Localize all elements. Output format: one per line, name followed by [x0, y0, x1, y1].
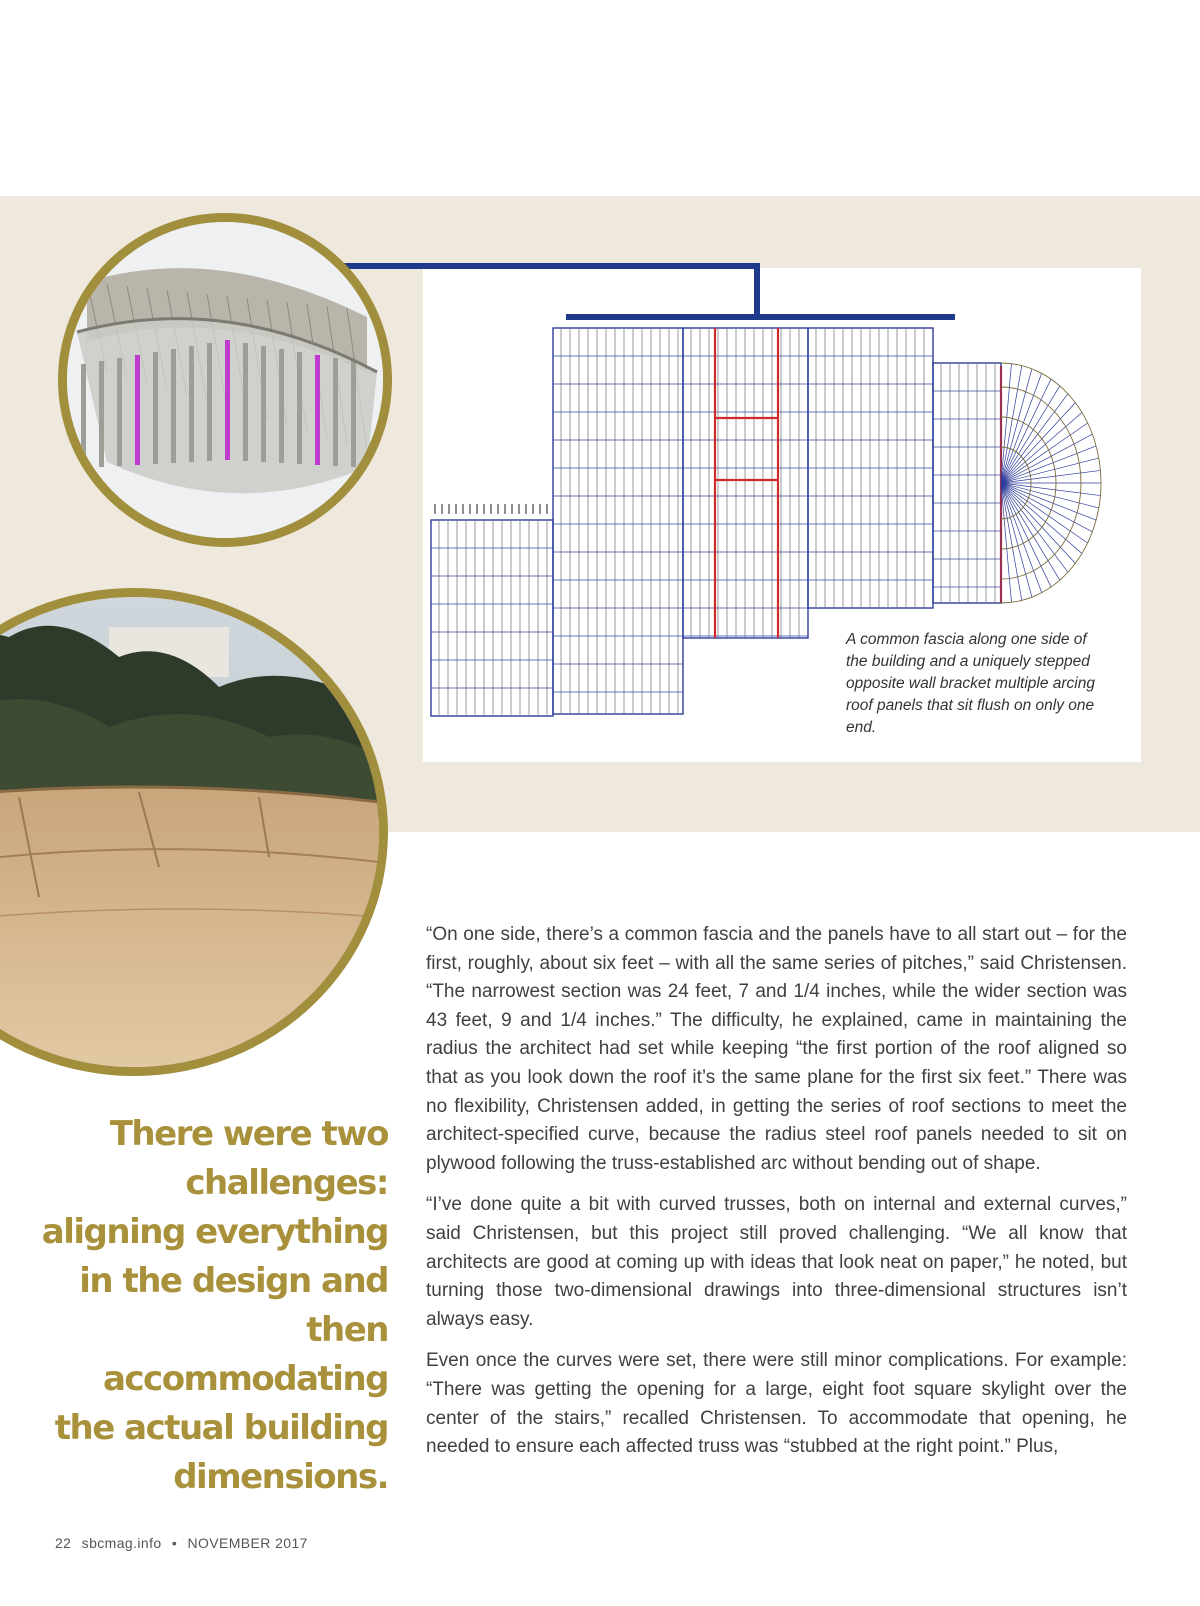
- site-link[interactable]: sbcmag.info: [81, 1535, 162, 1551]
- radial-truss-fan: [1001, 363, 1101, 603]
- article-paragraph: “I’ve done quite a bit with curved trusses, both on internal and external curves,” said Christensen, but this project still proved challenging. “We all know that architects are good at coming up with ideas that look neat on paper,” he noted, but turning those two-dimensional drawings into three-dimensional structures isn’t always easy.: [426, 1194, 1127, 1330]
- pull-quote: There were two challenges: aligning everything in the design and then accommodating the actual building dimensions.: [41, 1114, 388, 1497]
- page-footer: [55, 1535, 314, 1551]
- article-paragraph: Even once the curves were set, there were still minor complications. For example: “There was getting the opening for a large, eight foot square skylight over the center of the stairs,” recalled Christensen. To accommodate that opening, he needed to ensure each affected truss was “stubbed at the right point.” Plus,: [426, 1350, 1127, 1458]
- footer-separator: •: [171, 1535, 178, 1551]
- issue-date: NOVEMBER 2017: [187, 1535, 308, 1551]
- figure-caption: A common fascia along one side of the building and a uniquely stepped opposite wall bracket multiple arcing roof panels that sit flush on only one end.: [846, 631, 1095, 736]
- plywood-roof-illustration: [0, 597, 379, 1067]
- truss-model-photo: [58, 213, 392, 547]
- truss-model-illustration: [67, 222, 383, 538]
- article-paragraph: “On one side, there’s a common fascia and the panels have to all start out – for the first, roughly, about six feet – with all the same series of pitches,” said Christensen. “The narrowest section was 24 feet, 7 and 1/4 inches, while the wider section was 43 feet, 9 and 1/4 inches.” The difficulty, he explained, came in maintaining the radius the architect had set while keeping “the first portion of the roof aligned so that as you look down the roof it’s the same plane for the first six feet.” There was no flexibility, Christensen added, in getting the series of roof sections to meet the architect-specified curve, because the radius steel roof panels needed to sit on plywood following the truss-established arc without bending out of shape.: [426, 924, 1127, 1174]
- page-number: 22: [55, 1535, 72, 1551]
- article-body: [426, 921, 1127, 1475]
